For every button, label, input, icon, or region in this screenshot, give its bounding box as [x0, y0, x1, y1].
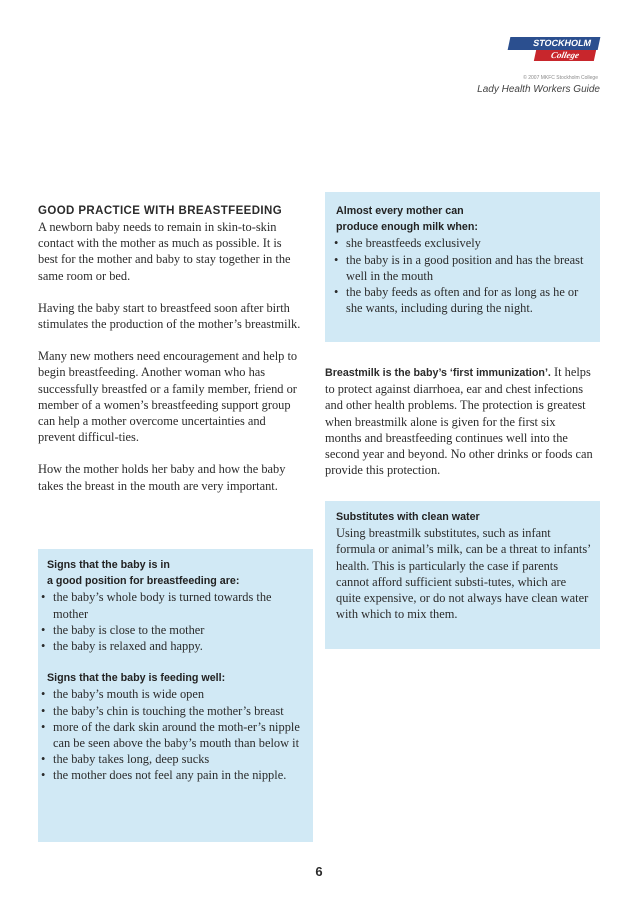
paragraph-encouragement: Many new mothers need encouragement and help to begin breastfeeding. Another woman who has successfully breastfed or a family member, friend or member of a women’s breastfeeding support group can help a mother overcome uncertainties and prevent difficul-ties. [38, 349, 298, 445]
list-item: • the baby is in a good position and has the breast well in the mouth [334, 252, 593, 284]
page-number: 6 [315, 864, 323, 879]
list-item: • the mother does not feel any pain in the nipple. [41, 767, 303, 783]
clean-water-text: Using breastmilk substitutes, such as infant formula or animal’s milk, can be a threat to infants’ health. This is particularly the case if parents cannot afford sufficient substi-tutes, which are quite expensive, or do not always have clean water with which to mix them. [336, 526, 591, 622]
guide-title: Lady Health Workers Guide [477, 84, 600, 95]
position-signs-list [41, 589, 303, 654]
position-signs-title-line1: Signs that the baby is in [47, 559, 170, 571]
left-column [38, 203, 302, 494]
feeding-signs-list [41, 686, 303, 783]
stockholm-college-logo [509, 37, 599, 61]
section-heading: GOOD PRACTICE WITH BREASTFEEDING [38, 205, 283, 217]
enough-milk-box [325, 192, 600, 342]
right-column [325, 364, 593, 478]
list-item: • the baby is relaxed and happy. [41, 638, 303, 654]
immunization-paragraph [325, 364, 593, 478]
immunization-text: It helps to protect against diarrhoea, ear and chest infections and other health problems. The protection is greatest when breastmilk alone is given for the first six months and breastfeeding continues well into the second year and beyond. No other drinks or foods can provide this protection. [325, 365, 593, 478]
list-item: • more of the dark skin around the moth-er’s nipple can be seen above the baby’s mouth than below it [41, 719, 303, 751]
list-item: • she breastfeeds exclusively [334, 235, 593, 251]
list-item: • the baby feeds as often and for as long as he or she wants, including during the night. [334, 284, 593, 316]
immunization-lead: Breastmilk is the baby’s ‘first immunization’. [325, 367, 551, 379]
paragraph-holding: How the mother holds her baby and how the baby takes the breast in the mouth are very important. [38, 462, 286, 493]
feeding-signs-title: Signs that the baby is feeding well: [47, 672, 226, 685]
list-item: • the baby takes long, deep sucks [41, 751, 303, 767]
logo-subword: College [534, 50, 596, 61]
logo-wordmark: STOCKHOLM [508, 37, 601, 50]
enough-milk-list [334, 235, 593, 316]
clean-water-title: Substitutes with clean water [336, 511, 480, 523]
list-item: • the baby’s chin is touching the mother’s breast [41, 703, 303, 719]
enough-milk-title-line1: Almost every mother can [336, 205, 464, 217]
paragraph-skin-contact: A newborn baby needs to remain in skin-to-skin contact with the mother as much as possible. It is best for the mother and baby to stay together in the same room or bed. [38, 220, 291, 283]
list-item: • the baby’s mouth is wide open [41, 686, 303, 702]
enough-milk-title-line2: produce enough milk when: [336, 221, 478, 234]
list-item: • the baby is close to the mother [41, 622, 303, 638]
paragraph-early-start: Having the baby start to breastfeed soon after birth stimulates the production of the mother’s breastmilk. [38, 300, 301, 332]
clean-water-box [325, 501, 600, 649]
position-signs-title-line2: a good position for breastfeeding are: [47, 575, 240, 588]
signs-box [38, 549, 313, 842]
list-item: • the baby’s whole body is turned towards the mother [41, 589, 303, 621]
copyright-notice: © 2007 MKFC Stockholm College [523, 75, 598, 81]
